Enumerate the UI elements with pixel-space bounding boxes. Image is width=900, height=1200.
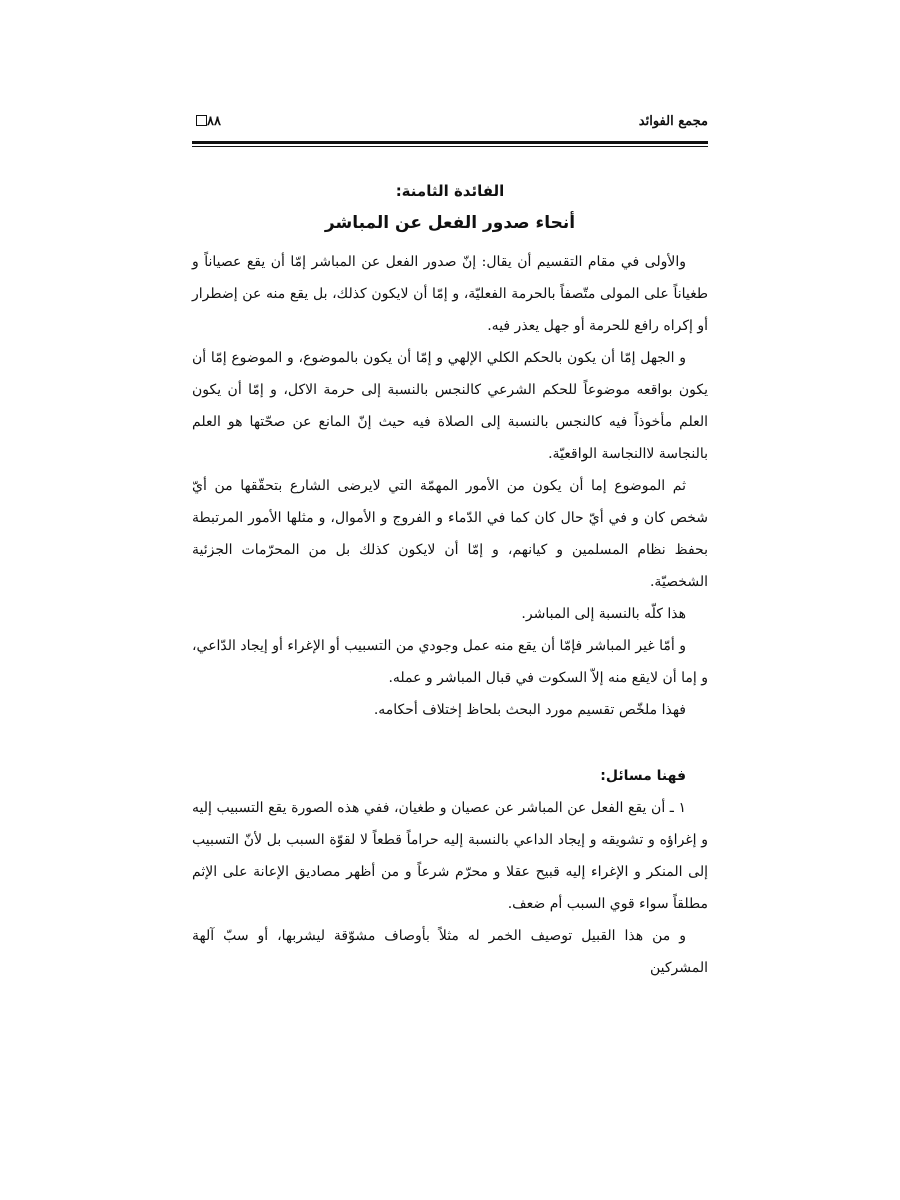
paragraph: ١ ـ أن يقع الفعل عن المباشر عن عصيان و طغيان، ففي هذه الصورة يقع التسبيب إليه و إغراؤه و تشويقه و إيجاد الداعي بالنسبة إليه حراماً قطعاً لا لقوّة السبب بل لأنّ التسبيب إلى المنكر و الإغراء إليه قبيح عقلا و محرّم شرعاً و من أظهر مصاديق الإعانة على الإثم مطلقاً سواء قوي السبب أم ضعف.	[192, 800, 708, 912]
header-rule-thin	[192, 146, 708, 147]
section-label: الفائدة الثامنة:	[395, 182, 505, 200]
running-title: مجمع الفوائد	[638, 114, 708, 129]
issues-heading: فهنا مسائل:	[600, 768, 686, 784]
paragraph: هذا كلّه بالنسبة إلى المباشر.	[521, 606, 686, 622]
paragraph: ثم الموضوع إما أن يكون من الأمور المهمّة التي لايرضى الشارع بتحقّقها من أيّ شخص كان و في أيّ حال كان كما في الدّماء و الفروج و الأموال، و مثلها الأمور المرتبطة بحفظ نظام المسلمين و كيانهم، و إمّا أن لايكون كذلك بل من المحرّمات الجزئية الشخصيّة.	[192, 478, 708, 590]
paragraph: والأولى في مقام التقسيم أن يقال: إنّ صدور الفعل عن المباشر إمّا أن يقع عصياناً و طغياناً على المولى متّصفاً بالحرمة الفعليّة، و إمّا أن لايكون كذلك، بل يقع منه عن إضطرار أو إكراه رافع للحرمة أو جهل يعذر فيه.	[192, 254, 708, 334]
section-title: أنحاء صدور الفعل عن المباشر	[324, 213, 576, 233]
paragraph: فهذا ملخّص تقسيم مورد البحث بلحاظ إختلاف أحكامه.	[373, 702, 686, 718]
page-number: ٨٨	[207, 114, 221, 129]
page-number-block	[192, 114, 221, 129]
page-header	[192, 112, 708, 138]
paragraph: و أمّا غير المباشر فإمّا أن يقع منه عمل وجودي من التسبيب أو الإغراء أو إيجاد الدّاعي، و إما أن لايقع منه إلاّ السكوت في قبال المباشر و عمله.	[192, 638, 708, 686]
square-box-icon	[196, 115, 207, 126]
paragraph: و من هذا القبيل توصيف الخمر له مثلاً بأوصاف مشوّقة ليشربها، أو سبّ آلهة المشركين	[192, 928, 708, 976]
page-body	[192, 176, 708, 984]
paragraph: و الجهل إمّا أن يكون بالحكم الكلي الإلهي و إمّا أن يكون بالموضوع، و الموضوع إمّا أن يكون بواقعه موضوعاً للحكم الشرعي كالنجس بالنسبة إلى حرمة الاكل، و إمّا أن يكون العلم مأخوذاً فيه كالنجس بالنسبة إلى الصلاة فيه حيث إنّ المانع عن صحّتها هو العلم بالنجاسة لاالنجاسة الواقعيّة.	[192, 350, 708, 462]
header-rule-thick	[192, 141, 708, 144]
